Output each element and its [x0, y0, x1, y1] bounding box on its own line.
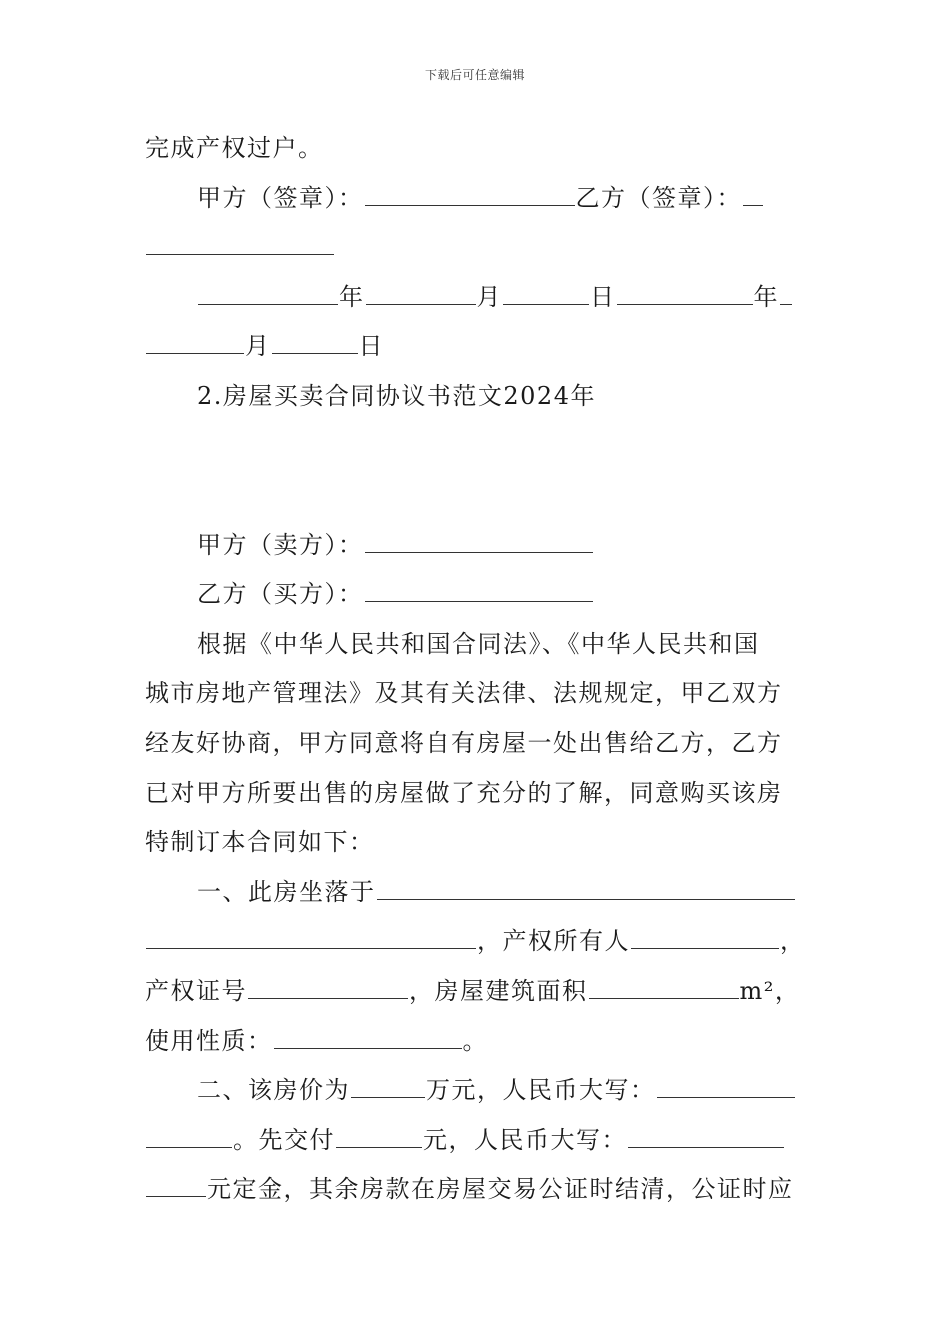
certificate-blank[interactable] — [248, 968, 408, 999]
price-label: 二、该房价为 — [197, 1076, 350, 1105]
paragraph-line — [145, 719, 810, 769]
party-a-signature-blank[interactable] — [365, 175, 575, 206]
page-header: 下载后可任意编辑 — [424, 68, 525, 82]
deposit-label: 。先交付 — [233, 1125, 335, 1154]
party-b-month-blank[interactable] — [780, 274, 792, 305]
text: 特制订本合同如下： — [145, 828, 375, 857]
party-b-signature-label: 乙方（签章）： — [575, 183, 742, 212]
year-label: 年 — [753, 282, 779, 311]
party-b-day-blank[interactable] — [272, 323, 358, 354]
date-line — [145, 273, 810, 323]
section-title-text: 2.房屋买卖合同协议书范文2024年 — [197, 381, 596, 410]
section-title — [145, 372, 810, 422]
certificate-label: 产权证号 — [145, 976, 247, 1005]
date-line-continued — [145, 322, 810, 372]
price-unit-label: 万元，人民币大写： — [426, 1076, 656, 1105]
party-a-year-blank[interactable] — [198, 274, 338, 305]
deposit-blank[interactable] — [336, 1117, 422, 1148]
party-a-day-blank[interactable] — [503, 274, 589, 305]
clause-2-line — [145, 1116, 810, 1166]
usage-label: 使用性质： — [145, 1026, 273, 1055]
paragraph-line — [145, 769, 810, 819]
clause-1-label: 一、此房坐落于 — [197, 877, 376, 906]
party-a-month-blank[interactable] — [366, 274, 476, 305]
price-blank[interactable] — [351, 1067, 425, 1098]
area-label: ，房屋建筑面积 — [409, 976, 588, 1005]
text: 元定金，其余房款在房屋交易公证时结清，公证时应 — [207, 1175, 794, 1204]
price-words-blank[interactable] — [657, 1067, 795, 1098]
text: 城市房地产管理法》及其有关法律、法规规定，甲乙双方 — [145, 679, 783, 708]
document-body — [145, 124, 810, 1215]
party-b-month-blank-continued[interactable] — [146, 323, 244, 354]
area-unit: m²， — [739, 976, 801, 1005]
buyer-label: 乙方（买方）： — [197, 580, 364, 609]
seller-label: 甲方（卖方）： — [197, 530, 364, 559]
seller-blank[interactable] — [365, 522, 593, 553]
year-label: 年 — [339, 282, 365, 311]
text: 根据《中华人民共和国合同法》、《中华人民共和国 — [197, 629, 760, 658]
clause-2-line — [145, 1066, 810, 1116]
area-blank[interactable] — [589, 968, 739, 999]
signature-line — [145, 174, 810, 224]
owner-label: ，产权所有人 — [477, 927, 630, 956]
text-line — [145, 124, 810, 174]
text: 经友好协商，甲方同意将自有房屋一处出售给乙方，乙方 — [145, 728, 783, 757]
deposit-words-blank-continued[interactable] — [146, 1166, 206, 1197]
clause-1-line — [145, 1017, 810, 1067]
seller-line — [145, 521, 810, 571]
party-b-year-blank[interactable] — [617, 274, 753, 305]
clause-1-line — [145, 917, 810, 967]
month-label: 月 — [476, 282, 502, 311]
paragraph-line — [145, 620, 810, 670]
location-blank[interactable] — [377, 869, 795, 900]
text: 已对甲方所要出售的房屋做了充分的了解，同意购买该房 — [145, 778, 783, 807]
signature-line-continued — [145, 223, 810, 273]
clause-2-line — [145, 1165, 810, 1215]
location-blank-continued[interactable] — [146, 918, 476, 949]
party-a-signature-label: 甲方（签章）： — [197, 183, 364, 212]
period: 。 — [462, 1026, 488, 1055]
day-label: 日 — [358, 332, 384, 361]
clause-1-line — [145, 868, 810, 918]
text: 完成产权过户。 — [145, 134, 324, 162]
comma: ， — [780, 927, 806, 956]
buyer-blank[interactable] — [365, 571, 593, 602]
clause-1-line — [145, 967, 810, 1017]
month-label: 月 — [245, 332, 271, 361]
spacer — [145, 422, 810, 521]
owner-blank[interactable] — [631, 918, 779, 949]
party-b-signature-blank-continued[interactable] — [146, 224, 334, 255]
paragraph-line — [145, 818, 810, 868]
buyer-line — [145, 570, 810, 620]
day-label: 日 — [590, 282, 616, 311]
deposit-words-blank[interactable] — [628, 1117, 784, 1148]
party-b-signature-blank[interactable] — [743, 175, 763, 206]
price-words-blank-continued[interactable] — [146, 1117, 232, 1148]
paragraph-line — [145, 669, 810, 719]
deposit-unit-label: 元，人民币大写： — [423, 1125, 627, 1154]
usage-blank[interactable] — [274, 1018, 462, 1049]
